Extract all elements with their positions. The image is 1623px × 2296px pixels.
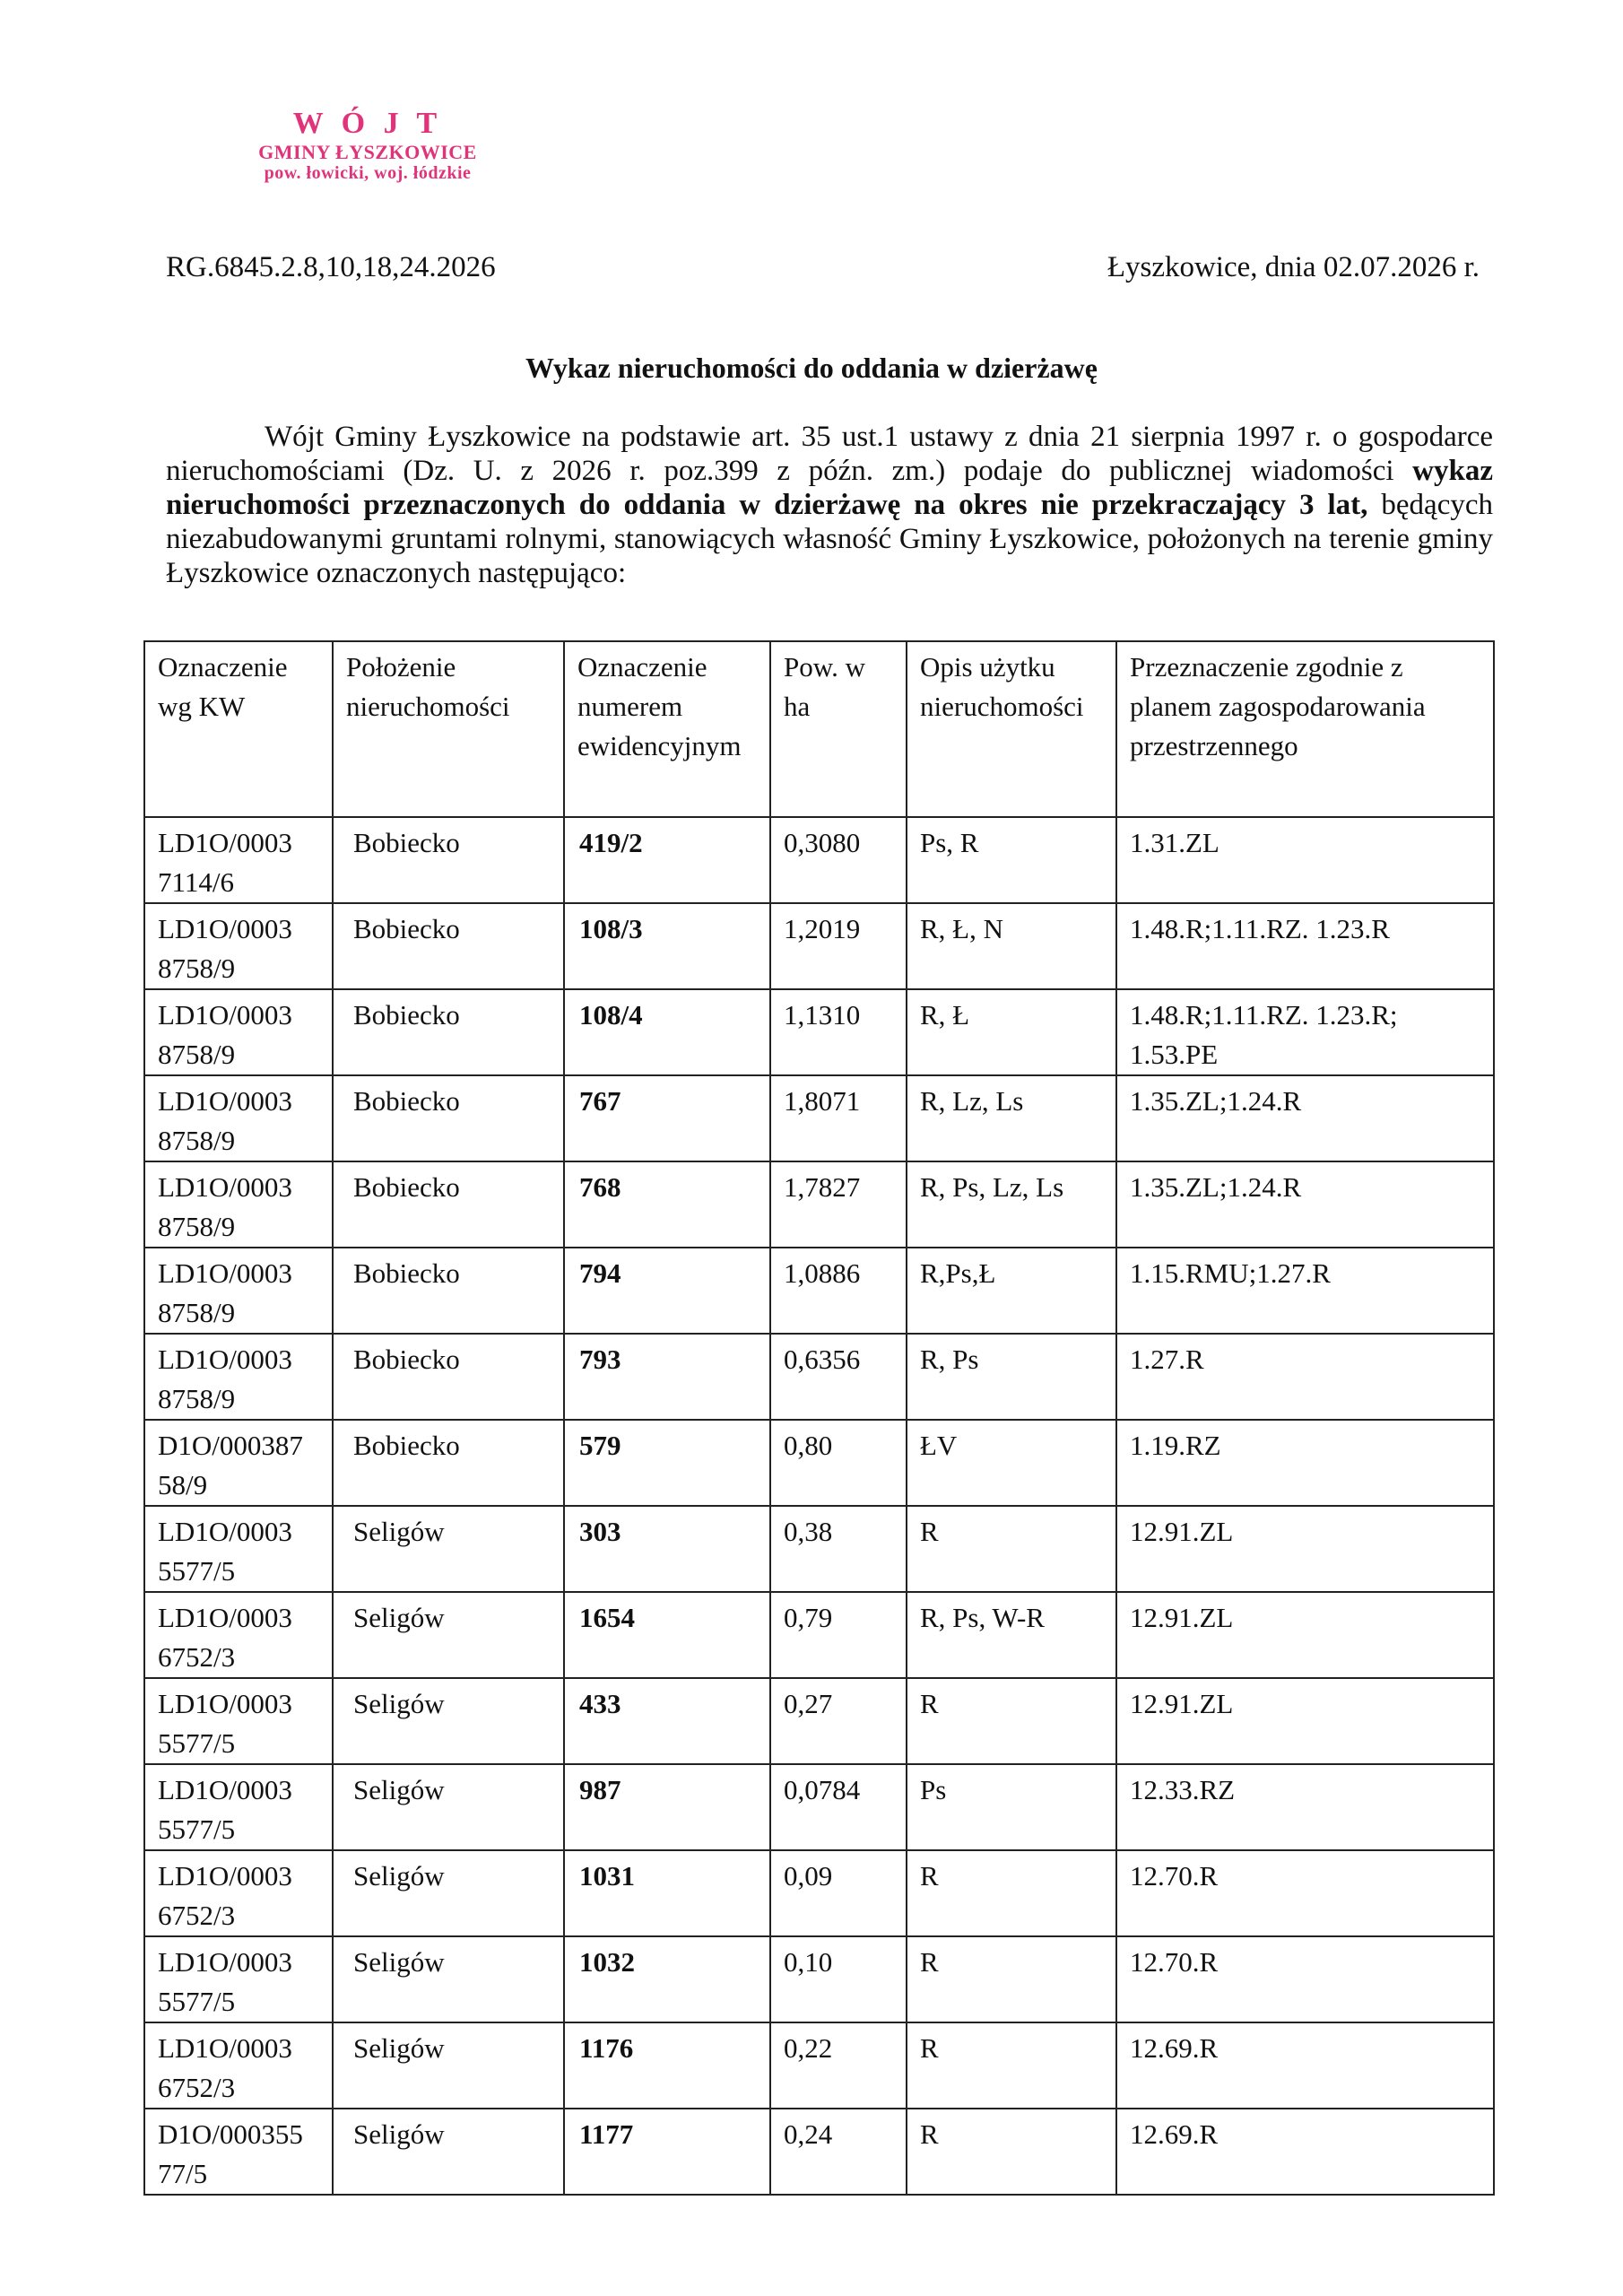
cell-zoning-purpose: 1.48.R;1.11.RZ. 1.23.R; 1.53.PE (1116, 989, 1494, 1075)
cell-kw: LD1O/0003 6752/3 (144, 1592, 333, 1678)
header-zoning-purpose: Przeznaczenie zgodnie z planem zagospodarowania przestrzennego (1116, 641, 1494, 817)
cell-location: Bobiecko (333, 1248, 564, 1334)
cell-kw: LD1O/0003 5577/5 (144, 1506, 333, 1592)
cell-zoning-purpose: 12.33.RZ (1116, 1764, 1494, 1850)
cell-parcel-number: 1176 (564, 2022, 770, 2109)
table-row (144, 1850, 1494, 1936)
cell-land-use: R, Ps (907, 1334, 1116, 1420)
cell-land-use: R (907, 1936, 1116, 2022)
cell-land-use: ŁV (907, 1420, 1116, 1506)
cell-location: Bobiecko (333, 1161, 564, 1248)
cell-kw: LD1O/0003 8758/9 (144, 1161, 333, 1248)
table-row (144, 903, 1494, 989)
cell-area: 0,6356 (770, 1334, 907, 1420)
official-stamp (220, 106, 516, 184)
cell-kw: LD1O/0003 5577/5 (144, 1764, 333, 1850)
header-land-use: Opis użytku nieruchomości (907, 641, 1116, 817)
cell-land-use: Ps, R (907, 817, 1116, 903)
table-row (144, 1592, 1494, 1678)
cell-zoning-purpose: 1.35.ZL;1.24.R (1116, 1161, 1494, 1248)
cell-land-use: R,Ps,Ł (907, 1248, 1116, 1334)
table-row (144, 989, 1494, 1075)
cell-area: 0,27 (770, 1678, 907, 1764)
cell-zoning-purpose: 12.91.ZL (1116, 1506, 1494, 1592)
header-parcel-number: Oznaczenie numerem ewidencyjnym (564, 641, 770, 817)
cell-location: Bobiecko (333, 1075, 564, 1161)
intro-text-bold: wykaz nieruchomości przeznaczonych do oddania w dzierżawę na okres nie przekraczający 3 lat, (166, 455, 1493, 521)
cell-parcel-number: 987 (564, 1764, 770, 1850)
cell-area: 1,1310 (770, 989, 907, 1075)
header-kw: Oznaczenie wg KW (144, 641, 333, 817)
cell-location: Seligów (333, 1850, 564, 1936)
cell-area: 1,2019 (770, 903, 907, 989)
cell-zoning-purpose: 1.15.RMU;1.27.R (1116, 1248, 1494, 1334)
cell-area: 1,0886 (770, 1248, 907, 1334)
cell-kw: LD1O/0003 8758/9 (144, 989, 333, 1075)
cell-land-use: R, Ps, Lz, Ls (907, 1161, 1116, 1248)
cell-zoning-purpose: 1.27.R (1116, 1334, 1494, 1420)
cell-parcel-number: 433 (564, 1678, 770, 1764)
cell-area: 0,3080 (770, 817, 907, 903)
stamp-commune: GMINY ŁYSZKOWICE (258, 141, 477, 164)
cell-parcel-number: 1032 (564, 1936, 770, 2022)
cell-location: Seligów (333, 1764, 564, 1850)
cell-parcel-number: 1177 (564, 2109, 770, 2195)
cell-zoning-purpose: 12.91.ZL (1116, 1592, 1494, 1678)
stamp-title: W Ó J T (292, 107, 443, 140)
cell-land-use: Ps (907, 1764, 1116, 1850)
cell-parcel-number: 793 (564, 1334, 770, 1420)
cell-kw: LD1O/0003 5577/5 (144, 1936, 333, 2022)
cell-zoning-purpose: 1.48.R;1.11.RZ. 1.23.R (1116, 903, 1494, 989)
table-row (144, 1161, 1494, 1248)
header-area: Pow. w ha (770, 641, 907, 817)
cell-zoning-purpose: 1.31.ZL (1116, 817, 1494, 903)
cell-area: 1,8071 (770, 1075, 907, 1161)
cell-zoning-purpose: 12.69.R (1116, 2022, 1494, 2109)
table-row (144, 2022, 1494, 2109)
cell-location: Seligów (333, 2022, 564, 2109)
cell-parcel-number: 768 (564, 1161, 770, 1248)
table-row (144, 1075, 1494, 1161)
cell-kw: LD1O/0003 7114/6 (144, 817, 333, 903)
cell-land-use: R (907, 2022, 1116, 2109)
cell-kw: LD1O/0003 8758/9 (144, 1075, 333, 1161)
cell-area: 0,09 (770, 1850, 907, 1936)
stamp-district: pow. łowicki, woj. łódzkie (264, 163, 472, 184)
intro-text-start: Wójt Gminy Łyszkowice na podstawie art. 35 ust.1 ustawy z dnia 21 sierpnia 1997 r. o gospodarce nieruchomościami (Dz. U. z 2026 r. poz.399 z późn. zm.) podaje do publicznej wiadomości (166, 421, 1493, 487)
table-row (144, 1334, 1494, 1420)
cell-land-use: R (907, 1506, 1116, 1592)
cell-location: Seligów (333, 1936, 564, 2022)
cell-location: Bobiecko (333, 1334, 564, 1420)
table-header-row (144, 641, 1494, 817)
table-row (144, 817, 1494, 903)
cell-area: 0,22 (770, 2022, 907, 2109)
cell-location: Bobiecko (333, 903, 564, 989)
cell-area: 0,24 (770, 2109, 907, 2195)
table-row (144, 1420, 1494, 1506)
cell-kw: LD1O/0003 5577/5 (144, 1678, 333, 1764)
cell-kw: LD1O/0003 6752/3 (144, 1850, 333, 1936)
cell-area: 0,79 (770, 1592, 907, 1678)
cell-parcel-number: 1654 (564, 1592, 770, 1678)
intro-text-end: będących niezabudowanymi gruntami rolnymi, stanowiących własność Gminy Łyszkowice, położonych na terenie gminy Łyszkowice oznaczonych następująco: (166, 489, 1493, 589)
cell-parcel-number: 794 (564, 1248, 770, 1334)
cell-parcel-number: 579 (564, 1420, 770, 1506)
table-body (144, 817, 1494, 2195)
intro-paragraph (166, 420, 1493, 590)
cell-parcel-number: 1031 (564, 1850, 770, 1936)
table-row (144, 1248, 1494, 1334)
cell-kw: LD1O/0003 8758/9 (144, 1248, 333, 1334)
cell-zoning-purpose: 12.70.R (1116, 1936, 1494, 2022)
header-location: Położenie nieruchomości (333, 641, 564, 817)
table-row (144, 1764, 1494, 1850)
cell-location: Seligów (333, 1678, 564, 1764)
table-row (144, 1936, 1494, 2022)
cell-land-use: R (907, 1678, 1116, 1764)
document-title: Wykaz nieruchomości do oddania w dzierżawę (525, 352, 1098, 384)
cell-area: 0,10 (770, 1936, 907, 2022)
table-row (144, 2109, 1494, 2195)
cell-parcel-number: 108/4 (564, 989, 770, 1075)
cell-parcel-number: 303 (564, 1506, 770, 1592)
cell-kw: LD1O/0003 8758/9 (144, 1334, 333, 1420)
cell-location: Seligów (333, 1592, 564, 1678)
cell-zoning-purpose: 1.19.RZ (1116, 1420, 1494, 1506)
cell-location: Bobiecko (333, 989, 564, 1075)
cell-location: Seligów (333, 2109, 564, 2195)
cell-parcel-number: 767 (564, 1075, 770, 1161)
cell-area: 0,38 (770, 1506, 907, 1592)
reference-number: RG.6845.2.8,10,18,24.2026 (166, 251, 496, 283)
cell-parcel-number: 419/2 (564, 817, 770, 903)
cell-land-use: R, Ł, N (907, 903, 1116, 989)
cell-area: 0,80 (770, 1420, 907, 1506)
cell-kw: LD1O/0003 6752/3 (144, 2022, 333, 2109)
place-and-date: Łyszkowice, dnia 02.07.2026 r. (1107, 251, 1480, 283)
cell-zoning-purpose: 12.70.R (1116, 1850, 1494, 1936)
cell-land-use: R (907, 2109, 1116, 2195)
cell-area: 0,0784 (770, 1764, 907, 1850)
cell-zoning-purpose: 12.91.ZL (1116, 1678, 1494, 1764)
cell-land-use: R (907, 1850, 1116, 1936)
cell-land-use: R, Ł (907, 989, 1116, 1075)
cell-land-use: R, Ps, W-R (907, 1592, 1116, 1678)
cell-zoning-purpose: 12.69.R (1116, 2109, 1494, 2195)
cell-kw: D1O/000355 77/5 (144, 2109, 333, 2195)
cell-parcel-number: 108/3 (564, 903, 770, 989)
cell-zoning-purpose: 1.35.ZL;1.24.R (1116, 1075, 1494, 1161)
cell-area: 1,7827 (770, 1161, 907, 1248)
cell-location: Seligów (333, 1506, 564, 1592)
cell-location: Bobiecko (333, 817, 564, 903)
cell-land-use: R, Lz, Ls (907, 1075, 1116, 1161)
cell-kw: LD1O/0003 8758/9 (144, 903, 333, 989)
cell-location: Bobiecko (333, 1420, 564, 1506)
table-row (144, 1506, 1494, 1592)
properties-table (143, 640, 1495, 2196)
cell-kw: D1O/000387 58/9 (144, 1420, 333, 1506)
table-row (144, 1678, 1494, 1764)
